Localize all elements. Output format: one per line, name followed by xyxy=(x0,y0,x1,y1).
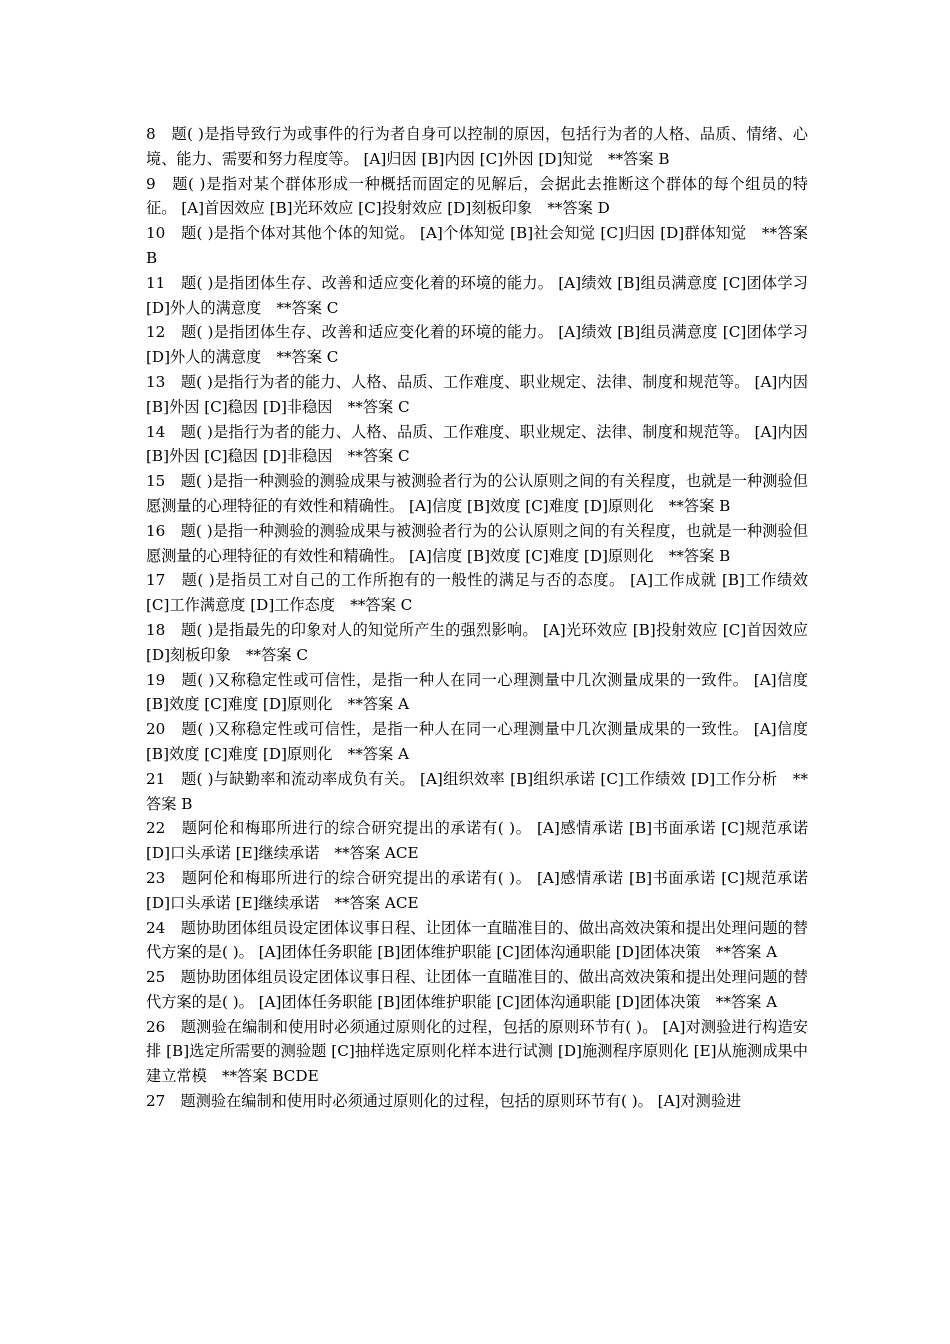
question-19: 19 题( )又称稳定性或可信性，是指一种人在同一心理测量中几次测量成果的一致件。 [A]信度 [B]效度 [C]难度 [D]原则化 **答案 A xyxy=(146,670,808,714)
question-23: 23 题阿伦和梅耶所进行的综合研究提出的承诺有( )。 [A]感情承诺 [B]书面承诺 [C]规范承诺 [D]口头承诺 [E]继续承诺 **答案 ACE xyxy=(146,868,808,912)
question-12: 12 题( )是指团体生存、改善和适应变化着的环境的能力。 [A]绩效 [B]组员满意度 [C]团体学习 [D]外人的满意度 **答案 C xyxy=(146,323,808,367)
question-15: 15 题( )是指一种测验的测验成果与被测验者行为的公认原则之间的有关程度，也就是一种测验但愿测量的心理特征的有效性和精确性。 [A]信度 [B]效度 [C]难度 [D]原则化 **答案 B xyxy=(146,472,808,515)
question-13: 13 题( )是指行为者的能力、人格、品质、工作难度、职业规定、法律、制度和规范等。 [A]内因 [B]外因 [C]稳因 [D]非稳因 **答案 C xyxy=(146,372,808,416)
question-8: 8 题( )是指导致行为或事件的行为者自身可以控制的原因，包括行为者的人格、品质、情绪、心境、能力、需要和努力程度等。 [A]归因 [B]内因 [C]外因 [D]知觉 **答案 B xyxy=(146,125,808,168)
question-24: 24 题协助团体组员设定团体议事日程、让团体一直瞄准目的、做出高效决策和提出处理问题的替代方案的是( )。 [A]团体任务职能 [B]团体维护职能 [C]团体沟通职能 [D]团体决策 **答案 A xyxy=(146,918,808,962)
question-26: 26 题测验在编制和使用时必须通过原则化的过程，包括的原则环节有( )。 [A]对测验进行构造安排 [B]选定所需要的测验题 [C]抽样选定原则化样本进行试测 [D]施测程序原则化 [E]从施测成果中建立常模 **答案 BCDE xyxy=(146,1017,808,1086)
question-18: 18 题( )是指最先的印象对人的知觉所产生的强烈影响。 [A]光环效应 [B]投射效应 [C]首因效应 [D]刻板印象 **答案 C xyxy=(146,620,808,664)
question-25: 25 题协助团体组员设定团体议事日程、让团体一直瞄准目的、做出高效决策和提出处理问题的替代方案的是( )。 [A]团体任务职能 [B]团体维护职能 [C]团体沟通职能 [D]团体决策 **答案 A xyxy=(146,968,808,1011)
question-22: 22 题阿伦和梅耶所进行的综合研究提出的承诺有( )。 [A]感情承诺 [B]书面承诺 [C]规范承诺 [D]口头承诺 [E]继续承诺 **答案 ACE xyxy=(146,819,808,863)
question-9: 9 题( )是指对某个群体形成一种概括而固定的见解后，会据此去推断这个群体的每个组员的特征。 [A]首因效应 [B]光环效应 [C]投射效应 [D]刻板印象 **答案 D xyxy=(146,174,808,218)
document-body xyxy=(146,122,808,1114)
question-10: 10 题( )是指个体对其他个体的知觉。 [A]个体知觉 [B]社会知觉 [C]归因 [D]群体知觉 **答案 B xyxy=(146,224,808,267)
question-14: 14 题( )是指行为者的能力、人格、品质、工作难度、职业规定、法律、制度和规范等。 [A]内因 [B]外因 [C]稳因 [D]非稳因 **答案 C xyxy=(146,422,808,466)
question-17: 17 题( )是指员工对自己的工作所抱有的一般性的满足与否的态度。 [A]工作成就 [B]工作绩效 [C]工作满意度 [D]工作态度 **答案 C xyxy=(146,571,808,615)
question-21: 21 题( )与缺勤率和流动率成负有关。 [A]组织效率 [B]组织承诺 [C]工作绩效 [D]工作分析 **答案 B xyxy=(146,769,808,813)
question-27: 27 题测验在编制和使用时必须通过原则化的过程，包括的原则环节有( )。 [A]对测验进 xyxy=(146,1092,742,1111)
question-11: 11 题( )是指团体生存、改善和适应变化着的环境的能力。 [A]绩效 [B]组员满意度 [C]团体学习 [D]外人的满意度 **答案 C xyxy=(146,273,808,317)
question-20: 20 题( )又称稳定性或可信性，是指一种人在同一心理测量中几次测量成果的一致性。 [A]信度 [B]效度 [C]难度 [D]原则化 **答案 A xyxy=(146,720,808,763)
question-16: 16 题( )是指一种测验的测验成果与被测验者行为的公认原则之间的有关程度，也就是一种测验但愿测量的心理特征的有效性和精确性。 [A]信度 [B]效度 [C]难度 [D]原则化 **答案 B xyxy=(146,521,808,565)
